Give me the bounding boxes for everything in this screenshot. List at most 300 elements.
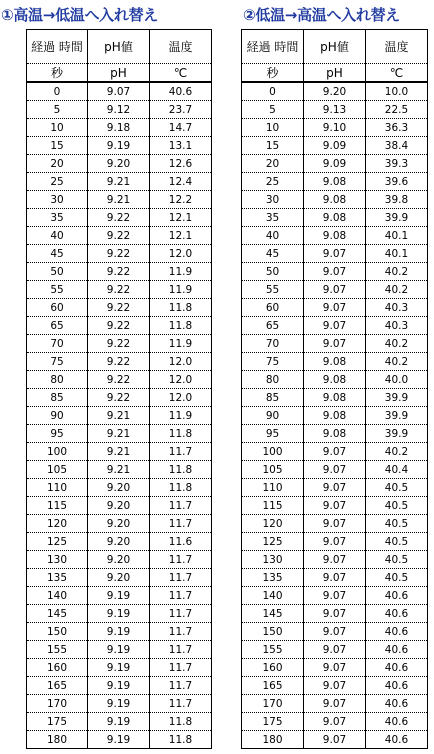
ph-cell: 9.07 (304, 479, 366, 497)
temperature-cell: 11.8 (150, 425, 212, 443)
temperature-cell: 14.7 (150, 119, 212, 137)
ph-cell: 9.07 (304, 515, 366, 533)
elapsed-seconds-cell: 20 (27, 155, 88, 173)
elapsed-seconds-cell: 90 (242, 407, 304, 425)
table-row (242, 551, 428, 569)
ph-cell: 9.07 (304, 569, 366, 587)
temperature-cell: 40.2 (366, 335, 428, 353)
header-temperature: 温度 (150, 30, 212, 64)
data-table-1 (26, 29, 212, 749)
table-row (27, 677, 212, 695)
elapsed-seconds-cell: 120 (242, 515, 304, 533)
elapsed-seconds-cell: 40 (242, 227, 304, 245)
table-row (242, 335, 428, 353)
elapsed-seconds-cell: 5 (242, 101, 304, 119)
ph-cell: 9.07 (304, 695, 366, 713)
temperature-cell: 40.4 (366, 461, 428, 479)
temperature-cell: 12.0 (150, 245, 212, 263)
table-row (242, 119, 428, 137)
header-temperature: 温度 (366, 30, 428, 64)
temperature-cell: 12.2 (150, 191, 212, 209)
elapsed-seconds-cell: 110 (242, 479, 304, 497)
table-2-body (242, 82, 428, 749)
temperature-cell: 39.9 (366, 209, 428, 227)
elapsed-seconds-cell: 45 (27, 245, 88, 263)
temperature-cell: 11.7 (150, 443, 212, 461)
table-row (242, 605, 428, 623)
ph-cell: 9.18 (88, 119, 150, 137)
ph-cell: 9.08 (304, 389, 366, 407)
temperature-cell: 40.6 (366, 659, 428, 677)
ph-cell: 9.09 (304, 137, 366, 155)
header-ph-value: pH値 (88, 30, 150, 64)
ph-cell: 9.22 (88, 245, 150, 263)
elapsed-seconds-cell: 35 (242, 209, 304, 227)
ph-cell: 9.20 (304, 82, 366, 101)
elapsed-seconds-cell: 65 (242, 317, 304, 335)
elapsed-seconds-cell: 150 (27, 623, 88, 641)
ph-cell: 9.08 (304, 173, 366, 191)
elapsed-seconds-cell: 30 (27, 191, 88, 209)
table-row (242, 425, 428, 443)
ph-cell: 9.19 (88, 623, 150, 641)
unit-ph: pH (88, 64, 150, 83)
table-row (242, 245, 428, 263)
temperature-cell: 40.6 (366, 587, 428, 605)
ph-cell: 9.22 (88, 281, 150, 299)
elapsed-seconds-cell: 180 (242, 731, 304, 749)
temperature-cell: 38.4 (366, 137, 428, 155)
temperature-cell: 12.0 (150, 371, 212, 389)
table-row (27, 82, 212, 101)
elapsed-seconds-cell: 55 (27, 281, 88, 299)
header-elapsed-time: 経過 時間 (242, 30, 304, 64)
ph-cell: 9.22 (88, 209, 150, 227)
elapsed-seconds-cell: 130 (242, 551, 304, 569)
elapsed-seconds-cell: 10 (27, 119, 88, 137)
temperature-cell: 40.5 (366, 551, 428, 569)
ph-cell: 9.22 (88, 335, 150, 353)
temperature-cell: 12.1 (150, 227, 212, 245)
temperature-cell: 11.8 (150, 461, 212, 479)
temperature-cell: 40.1 (366, 227, 428, 245)
ph-cell: 9.22 (88, 227, 150, 245)
elapsed-seconds-cell: 135 (27, 569, 88, 587)
elapsed-seconds-cell: 95 (242, 425, 304, 443)
ph-cell: 9.20 (88, 155, 150, 173)
elapsed-seconds-cell: 110 (27, 479, 88, 497)
table-1-title: ①高温→低温へ入れ替え (1, 6, 158, 24)
ph-cell: 9.07 (304, 299, 366, 317)
ph-cell: 9.22 (88, 389, 150, 407)
temperature-cell: 11.7 (150, 497, 212, 515)
ph-cell: 9.08 (304, 407, 366, 425)
ph-cell: 9.07 (304, 443, 366, 461)
elapsed-seconds-cell: 20 (242, 155, 304, 173)
elapsed-seconds-cell: 145 (27, 605, 88, 623)
elapsed-seconds-cell: 0 (27, 82, 88, 101)
temperature-cell: 40.5 (366, 569, 428, 587)
ph-cell: 9.07 (304, 551, 366, 569)
table-row (27, 137, 212, 155)
temperature-cell: 22.5 (366, 101, 428, 119)
table-row (242, 695, 428, 713)
table-row (242, 371, 428, 389)
elapsed-seconds-cell: 50 (27, 263, 88, 281)
temperature-cell: 40.6 (366, 605, 428, 623)
table-row (27, 335, 212, 353)
elapsed-seconds-cell: 25 (27, 173, 88, 191)
elapsed-seconds-cell: 75 (242, 353, 304, 371)
ph-cell: 9.19 (88, 677, 150, 695)
temperature-cell: 23.7 (150, 101, 212, 119)
elapsed-seconds-cell: 120 (27, 515, 88, 533)
table-row (242, 317, 428, 335)
table-row (27, 299, 212, 317)
table-row (27, 191, 212, 209)
table-row (242, 641, 428, 659)
elapsed-seconds-cell: 85 (242, 389, 304, 407)
ph-cell: 9.19 (88, 641, 150, 659)
table-row (242, 443, 428, 461)
elapsed-seconds-cell: 145 (242, 605, 304, 623)
ph-cell: 9.07 (304, 263, 366, 281)
elapsed-seconds-cell: 15 (242, 137, 304, 155)
temperature-cell: 40.6 (366, 731, 428, 749)
table-row (27, 173, 212, 191)
table-row (242, 155, 428, 173)
temperature-cell: 40.6 (150, 82, 212, 101)
temperature-cell: 40.6 (366, 695, 428, 713)
table-row (242, 227, 428, 245)
elapsed-seconds-cell: 80 (242, 371, 304, 389)
temperature-cell: 11.7 (150, 551, 212, 569)
elapsed-seconds-cell: 100 (27, 443, 88, 461)
ph-cell: 9.22 (88, 317, 150, 335)
table-1-body (27, 82, 212, 749)
ph-cell: 9.08 (304, 425, 366, 443)
table-row (27, 443, 212, 461)
elapsed-seconds-cell: 155 (27, 641, 88, 659)
unit-seconds: 秒 (242, 64, 304, 83)
table-row (242, 659, 428, 677)
ph-cell: 9.19 (88, 587, 150, 605)
elapsed-seconds-cell: 70 (27, 335, 88, 353)
table-row (27, 317, 212, 335)
elapsed-seconds-cell: 100 (242, 443, 304, 461)
ph-cell: 9.22 (88, 299, 150, 317)
elapsed-seconds-cell: 175 (242, 713, 304, 731)
ph-cell: 9.20 (88, 569, 150, 587)
elapsed-seconds-cell: 0 (242, 82, 304, 101)
ph-cell: 9.10 (304, 119, 366, 137)
ph-cell: 9.20 (88, 551, 150, 569)
temperature-cell: 40.5 (366, 515, 428, 533)
elapsed-seconds-cell: 15 (27, 137, 88, 155)
elapsed-seconds-cell: 80 (27, 371, 88, 389)
table-row (27, 353, 212, 371)
ph-cell: 9.21 (88, 461, 150, 479)
temperature-cell: 39.9 (366, 389, 428, 407)
temperature-cell: 40.6 (366, 677, 428, 695)
data-table-2 (241, 29, 428, 749)
ph-cell: 9.20 (88, 515, 150, 533)
table-row (27, 731, 212, 749)
table-row (242, 497, 428, 515)
table-row (242, 137, 428, 155)
temperature-cell: 11.7 (150, 695, 212, 713)
elapsed-seconds-cell: 140 (242, 587, 304, 605)
ph-cell: 9.21 (88, 425, 150, 443)
table-row (242, 731, 428, 749)
table-row (27, 623, 212, 641)
table-row (242, 587, 428, 605)
elapsed-seconds-cell: 95 (27, 425, 88, 443)
table-row (27, 587, 212, 605)
elapsed-seconds-cell: 5 (27, 101, 88, 119)
temperature-cell: 39.6 (366, 173, 428, 191)
ph-cell: 9.07 (304, 317, 366, 335)
table-row (27, 569, 212, 587)
table-row (242, 623, 428, 641)
ph-cell: 9.07 (88, 82, 150, 101)
temperature-cell: 12.4 (150, 173, 212, 191)
table-row (242, 191, 428, 209)
temperature-cell: 11.8 (150, 299, 212, 317)
table-row (242, 263, 428, 281)
temperature-cell: 11.7 (150, 659, 212, 677)
ph-cell: 9.07 (304, 497, 366, 515)
elapsed-seconds-cell: 85 (27, 389, 88, 407)
elapsed-seconds-cell: 170 (27, 695, 88, 713)
table-2-title: ②低温→高温へ入れ替え (243, 6, 400, 24)
temperature-cell: 40.5 (366, 479, 428, 497)
elapsed-seconds-cell: 160 (242, 659, 304, 677)
ph-cell: 9.19 (88, 137, 150, 155)
ph-cell: 9.07 (304, 731, 366, 749)
table-row (242, 461, 428, 479)
table-row (27, 155, 212, 173)
unit-celsius: ℃ (366, 64, 428, 83)
elapsed-seconds-cell: 115 (242, 497, 304, 515)
temperature-cell: 11.9 (150, 407, 212, 425)
ph-cell: 9.20 (88, 479, 150, 497)
elapsed-seconds-cell: 10 (242, 119, 304, 137)
temperature-cell: 39.9 (366, 425, 428, 443)
ph-cell: 9.07 (304, 623, 366, 641)
header-ph-value: pH値 (304, 30, 366, 64)
ph-cell: 9.07 (304, 335, 366, 353)
elapsed-seconds-cell: 180 (27, 731, 88, 749)
temperature-cell: 40.6 (366, 713, 428, 731)
temperature-cell: 11.7 (150, 677, 212, 695)
ph-cell: 9.09 (304, 155, 366, 173)
elapsed-seconds-cell: 70 (242, 335, 304, 353)
temperature-cell: 11.9 (150, 335, 212, 353)
ph-cell: 9.22 (88, 371, 150, 389)
ph-cell: 9.08 (304, 227, 366, 245)
ph-cell: 9.07 (304, 641, 366, 659)
elapsed-seconds-cell: 135 (242, 569, 304, 587)
elapsed-seconds-cell: 140 (27, 587, 88, 605)
table-row (27, 209, 212, 227)
ph-cell: 9.07 (304, 533, 366, 551)
elapsed-seconds-cell: 165 (27, 677, 88, 695)
unit-seconds: 秒 (27, 64, 88, 83)
table-row (27, 461, 212, 479)
temperature-cell: 11.6 (150, 533, 212, 551)
ph-cell: 9.20 (88, 533, 150, 551)
temperature-cell: 40.5 (366, 533, 428, 551)
ph-cell: 9.08 (304, 191, 366, 209)
temperature-cell: 12.0 (150, 389, 212, 407)
table-row (242, 82, 428, 101)
temperature-cell: 40.2 (366, 263, 428, 281)
table-row (242, 101, 428, 119)
elapsed-seconds-cell: 105 (242, 461, 304, 479)
elapsed-seconds-cell: 65 (27, 317, 88, 335)
ph-cell: 9.07 (304, 587, 366, 605)
temperature-cell: 12.1 (150, 209, 212, 227)
temperature-cell: 11.8 (150, 731, 212, 749)
temperature-cell: 39.8 (366, 191, 428, 209)
temperature-cell: 11.7 (150, 587, 212, 605)
temperature-cell: 11.7 (150, 623, 212, 641)
table-row (242, 389, 428, 407)
temperature-cell: 12.0 (150, 353, 212, 371)
elapsed-seconds-cell: 30 (242, 191, 304, 209)
temperature-cell: 40.2 (366, 353, 428, 371)
ph-cell: 9.08 (304, 371, 366, 389)
table-row (27, 227, 212, 245)
elapsed-seconds-cell: 50 (242, 263, 304, 281)
elapsed-seconds-cell: 60 (242, 299, 304, 317)
ph-cell: 9.21 (88, 407, 150, 425)
elapsed-seconds-cell: 55 (242, 281, 304, 299)
table-row (242, 281, 428, 299)
temperature-cell: 40.3 (366, 317, 428, 335)
temperature-cell: 40.6 (366, 623, 428, 641)
unit-celsius: ℃ (150, 64, 212, 83)
temperature-cell: 11.8 (150, 317, 212, 335)
table-row (27, 407, 212, 425)
table-row (242, 569, 428, 587)
temperature-cell: 39.9 (366, 407, 428, 425)
table-row (242, 173, 428, 191)
table-row (242, 677, 428, 695)
temperature-cell: 11.9 (150, 263, 212, 281)
elapsed-seconds-cell: 155 (242, 641, 304, 659)
elapsed-seconds-cell: 75 (27, 353, 88, 371)
ph-cell: 9.08 (304, 209, 366, 227)
ph-cell: 9.07 (304, 659, 366, 677)
table-row (27, 659, 212, 677)
table-row (242, 713, 428, 731)
elapsed-seconds-cell: 170 (242, 695, 304, 713)
elapsed-seconds-cell: 40 (27, 227, 88, 245)
elapsed-seconds-cell: 105 (27, 461, 88, 479)
table-row (242, 209, 428, 227)
elapsed-seconds-cell: 160 (27, 659, 88, 677)
elapsed-seconds-cell: 165 (242, 677, 304, 695)
table-row (27, 533, 212, 551)
temperature-cell: 40.2 (366, 443, 428, 461)
temperature-cell: 40.6 (366, 641, 428, 659)
temperature-cell: 40.1 (366, 245, 428, 263)
header-elapsed-time: 経過 時間 (27, 30, 88, 64)
elapsed-seconds-cell: 125 (242, 533, 304, 551)
ph-cell: 9.07 (304, 461, 366, 479)
elapsed-seconds-cell: 130 (27, 551, 88, 569)
ph-cell: 9.19 (88, 731, 150, 749)
temperature-cell: 36.3 (366, 119, 428, 137)
ph-cell: 9.21 (88, 191, 150, 209)
ph-cell: 9.12 (88, 101, 150, 119)
ph-cell: 9.07 (304, 245, 366, 263)
unit-ph: pH (304, 64, 366, 83)
ph-cell: 9.21 (88, 173, 150, 191)
table-row (242, 479, 428, 497)
table-row (27, 641, 212, 659)
table-row (27, 389, 212, 407)
temperature-cell: 11.7 (150, 641, 212, 659)
table-row (27, 101, 212, 119)
ph-cell: 9.20 (88, 497, 150, 515)
table-row (27, 371, 212, 389)
ph-cell: 9.22 (88, 263, 150, 281)
table-row (242, 533, 428, 551)
table-row (242, 407, 428, 425)
elapsed-seconds-cell: 175 (27, 713, 88, 731)
table-row (27, 245, 212, 263)
temperature-cell: 11.7 (150, 605, 212, 623)
ph-cell: 9.07 (304, 605, 366, 623)
table-row (27, 425, 212, 443)
ph-cell: 9.22 (88, 353, 150, 371)
table-row (27, 479, 212, 497)
temperature-cell: 11.7 (150, 569, 212, 587)
temperature-cell: 39.3 (366, 155, 428, 173)
temperature-cell: 11.7 (150, 515, 212, 533)
table-row (27, 281, 212, 299)
ph-cell: 9.07 (304, 677, 366, 695)
temperature-cell: 40.2 (366, 281, 428, 299)
table-row (27, 497, 212, 515)
table-row (27, 695, 212, 713)
table-row (27, 263, 212, 281)
ph-cell: 9.07 (304, 713, 366, 731)
ph-cell: 9.19 (88, 695, 150, 713)
temperature-cell: 40.5 (366, 497, 428, 515)
table-row (27, 119, 212, 137)
ph-cell: 9.21 (88, 443, 150, 461)
ph-cell: 9.08 (304, 353, 366, 371)
temperature-cell: 13.1 (150, 137, 212, 155)
table-row (27, 605, 212, 623)
temperature-cell: 40.0 (366, 371, 428, 389)
elapsed-seconds-cell: 60 (27, 299, 88, 317)
temperature-cell: 11.9 (150, 281, 212, 299)
ph-cell: 9.19 (88, 713, 150, 731)
elapsed-seconds-cell: 150 (242, 623, 304, 641)
elapsed-seconds-cell: 125 (27, 533, 88, 551)
table-row (242, 353, 428, 371)
ph-cell: 9.19 (88, 605, 150, 623)
table-row (27, 515, 212, 533)
table-row (27, 713, 212, 731)
temperature-cell: 10.0 (366, 82, 428, 101)
elapsed-seconds-cell: 115 (27, 497, 88, 515)
